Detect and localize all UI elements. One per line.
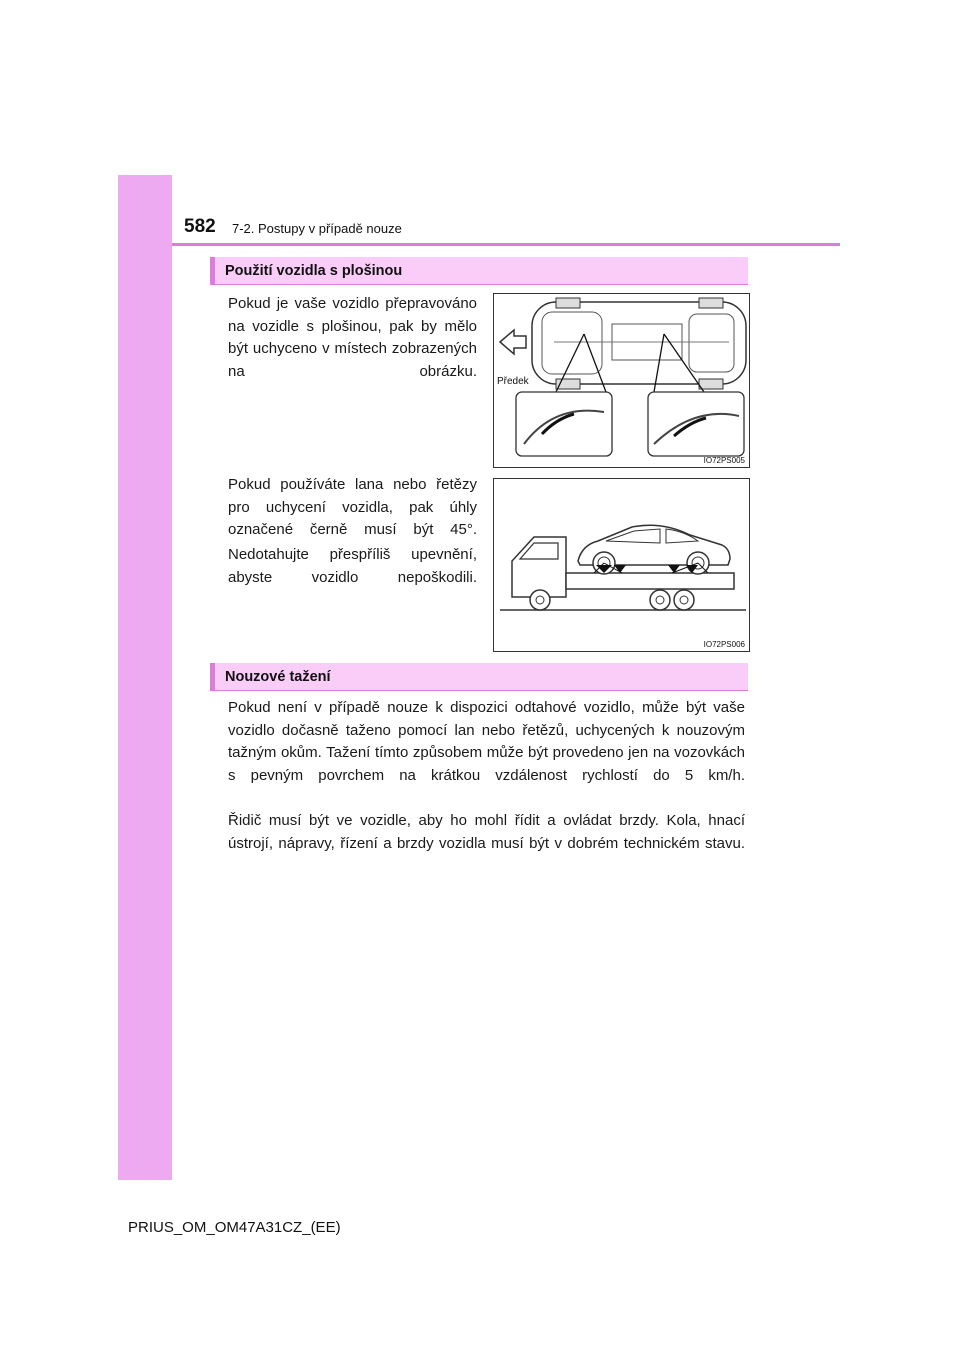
section-heading-flatbed — [210, 257, 748, 285]
section-heading-emergency-towing-text: Nouzové tažení — [225, 669, 331, 685]
flatbed-illustration — [494, 479, 749, 651]
chapter-title: 7-2. Postupy v případě nouze — [232, 221, 402, 236]
section-heading-emergency-towing — [210, 663, 748, 691]
document-code: PRIUS_OM_OM47A31CZ_(EE) — [128, 1219, 341, 1236]
paragraph-chain-angles: Pokud používáte lana nebo řetězy pro uchycení vozidla, pak úhly označené černě musí být 45°. — [228, 476, 477, 538]
underbody-illustration — [494, 294, 749, 467]
figure-tie-down-points — [493, 293, 750, 468]
figure-code: IO72PS005 — [703, 456, 745, 465]
section-heading-flatbed-text: Použití vozidla s plošinou — [225, 263, 403, 279]
section-rule — [210, 284, 748, 285]
paragraph-emergency-towing: Pokud není v případě nouze k dispozici odtahové vozidlo, může být vaše vozidlo dočasně taženo pomocí lan nebo řetězů, uchycených k nouzovým tažným okům. Tažení tímto způsobem může být provedeno jen na vozovkách s pevným povrchem na krátkou vzdálenost rychlostí do 5 km/h. — [228, 699, 745, 784]
page-number: 582 — [184, 216, 216, 237]
figure-code: IO72PS006 — [703, 640, 745, 649]
paragraph-do-not-overtighten: Nedotahujte přespříliš upevnění, abyste vozidlo nepoškodili. — [228, 546, 477, 586]
front-label: Předek — [497, 376, 529, 387]
header-rule — [172, 243, 840, 246]
paragraph-driver-requirements: Řidič musí být ve vozidle, aby ho mohl řídit a ovládat brzdy. Kola, hnací ústrojí, nápravy, řízení a brzdy vozidla musí být v dobrém technickém stavu. — [228, 812, 745, 852]
side-tab-band — [118, 175, 172, 1180]
figure-flatbed-truck — [493, 478, 750, 652]
paragraph-flatbed-intro: Pokud je vaše vozidlo přepravováno na vozidle s plošinou, pak by mělo být uchyceno v místech zobrazených na obrázku. — [228, 295, 477, 380]
section-rule — [210, 690, 748, 691]
